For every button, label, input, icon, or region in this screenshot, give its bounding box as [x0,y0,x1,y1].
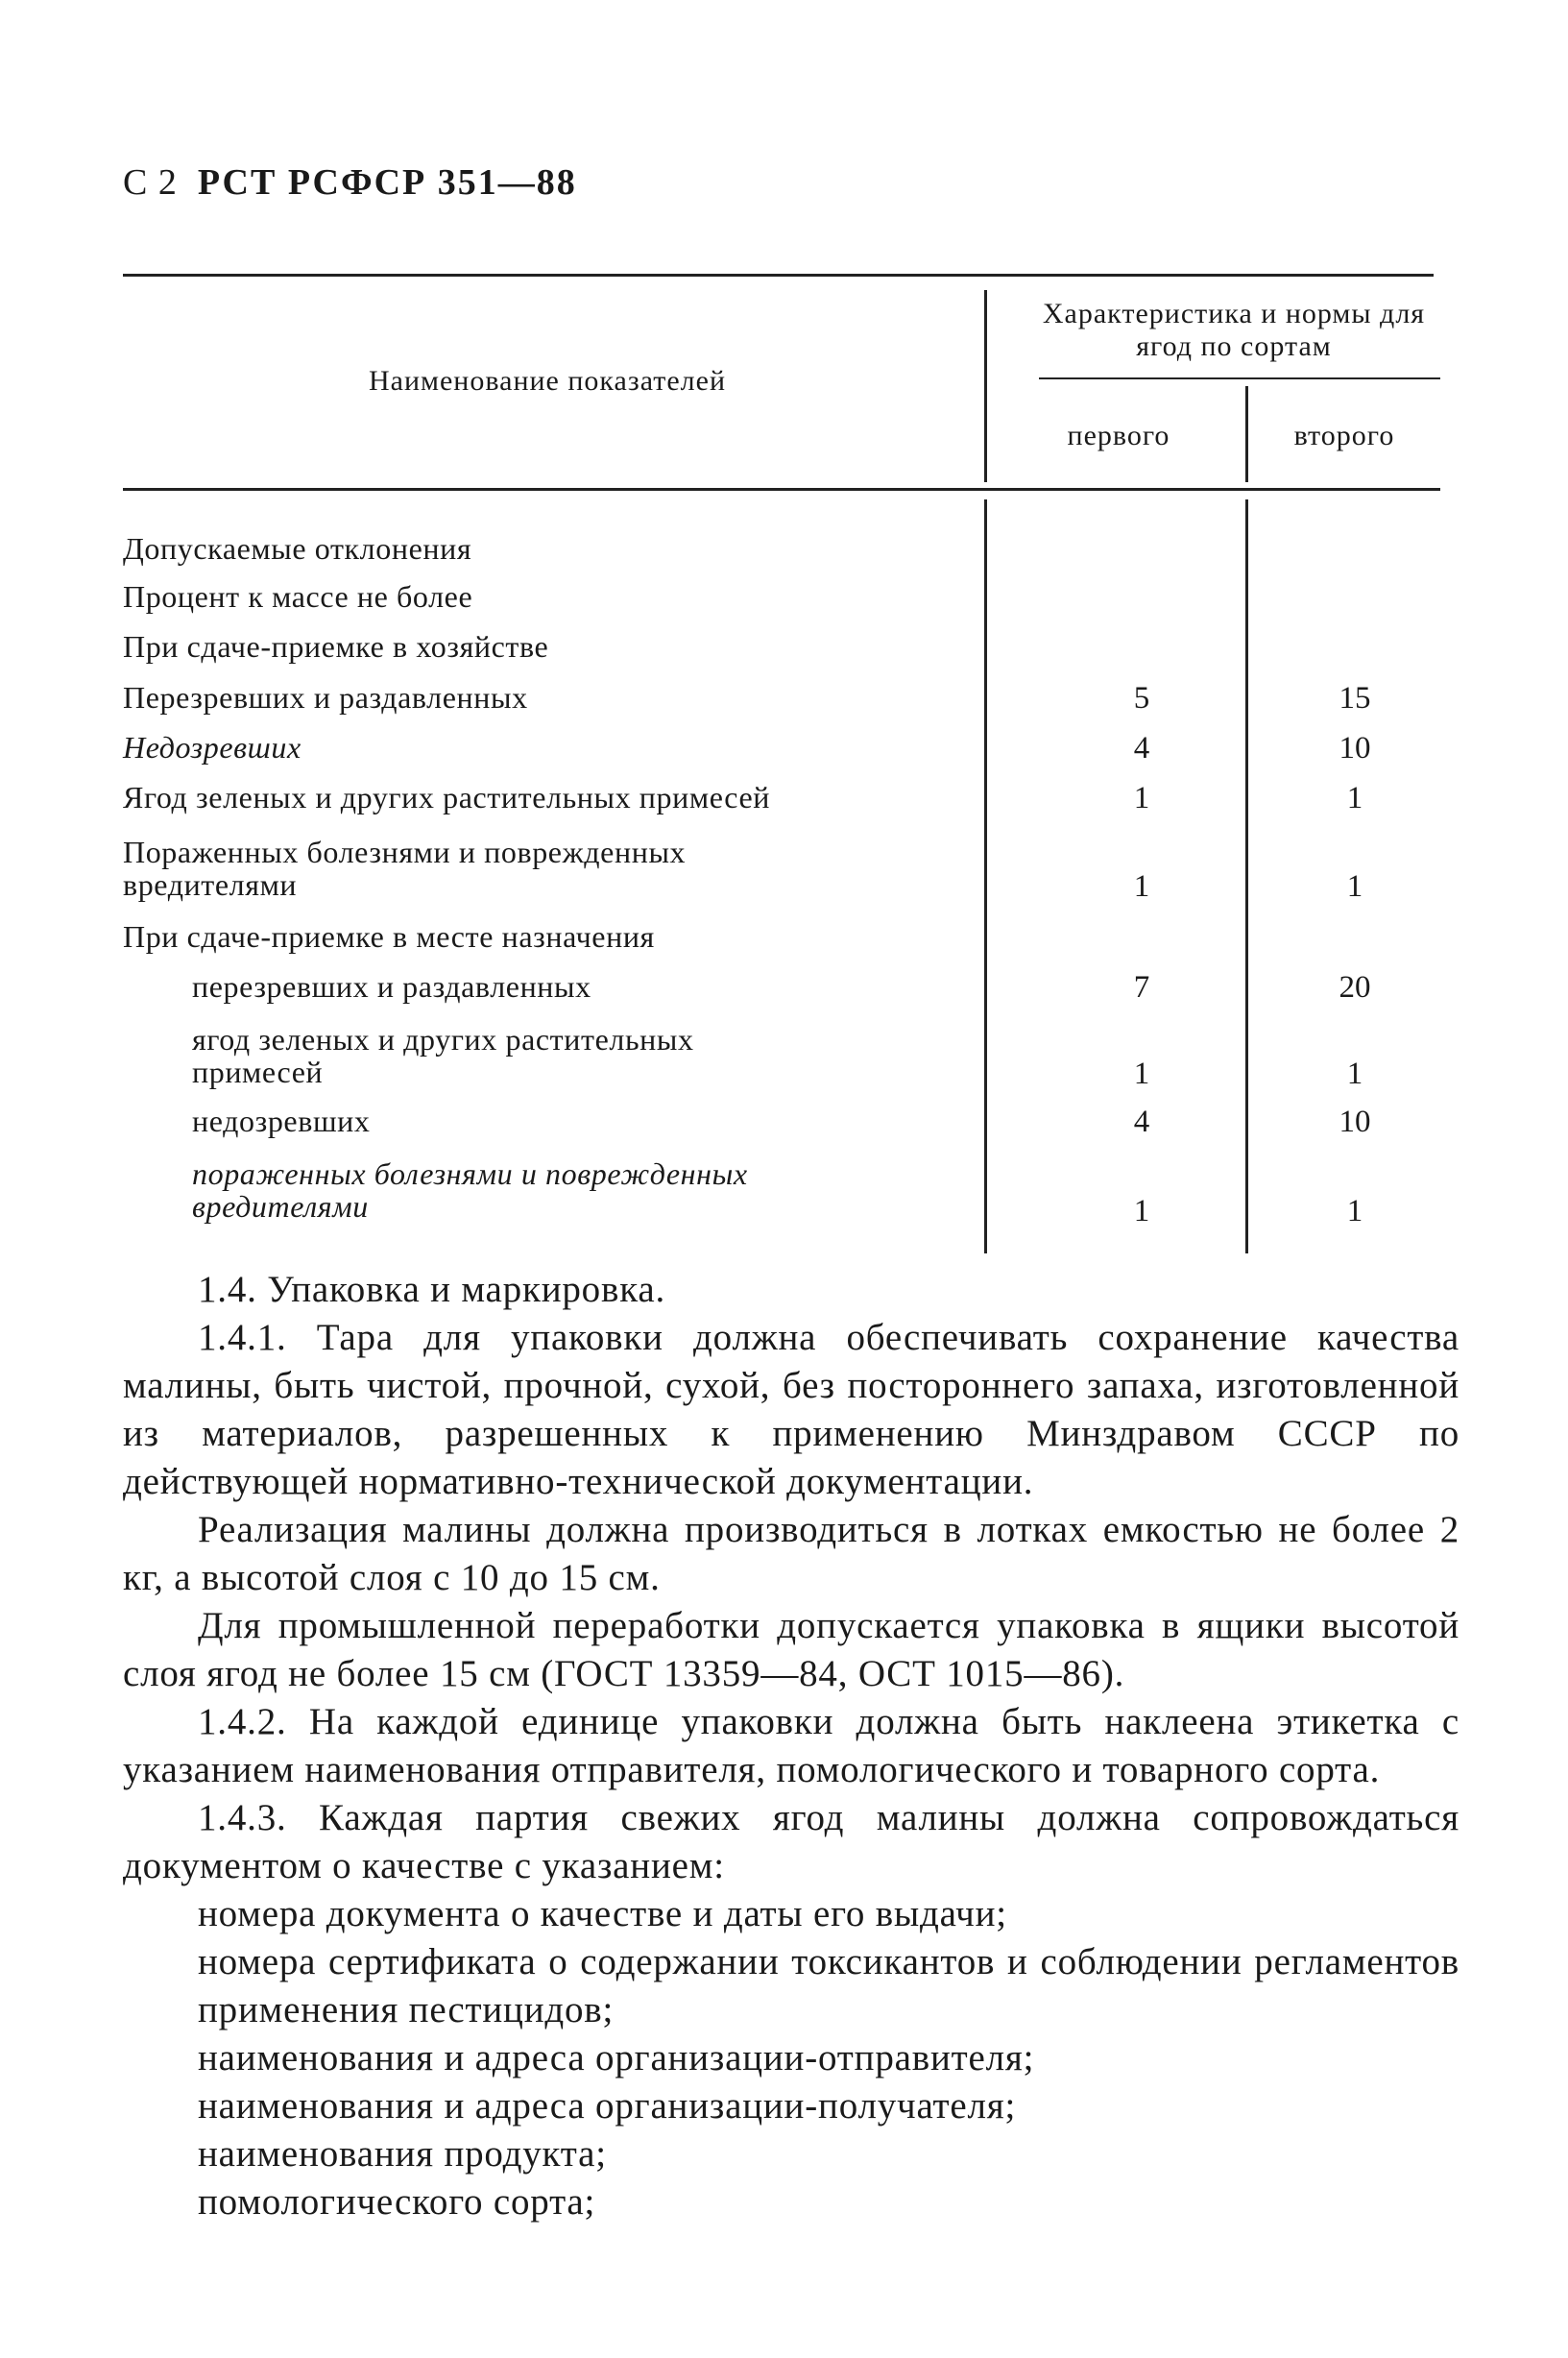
page-header [123,161,577,204]
table-cell-first: 1 [1133,869,1150,904]
table-cell-second: 10 [1339,731,1371,766]
list-item: номера сертификата о содержании токсикантов и соблюдении регламентов применения пестицидов; [198,1941,1459,2030]
table-row-label: Процент к массе не более [123,579,473,614]
table-cell-first: 4 [1133,731,1150,766]
page-number: С 2 [123,162,178,203]
list-item: наименования и адреса организации-отправителя; [198,2037,1035,2078]
table-row-label: ягод зеленых и других растительных примесей [192,1022,694,1089]
section-heading: 1.4. Упаковка и маркировка. [198,1269,666,1310]
list-item: наименования и адреса организации-получателя; [198,2085,1017,2127]
table-cell-second: 1 [1346,1194,1363,1228]
table-cell-second: 1 [1346,869,1363,904]
table-row-label: Перезревших и раздавленных [123,680,528,715]
list-item: номера документа о качестве и даты его выдачи; [198,1893,1007,1934]
table-row-label: Пораженных болезнями и поврежденных вредителями [123,835,687,902]
list-item: помологического сорта; [198,2181,596,2223]
table-divider-grade [1245,386,1248,482]
table-cell-first: 5 [1133,681,1150,716]
table-divider-name [984,290,987,482]
table-cell-second: 1 [1346,1057,1363,1091]
table-top-rule [123,274,1434,277]
table-body-divider-grade [1245,499,1248,1253]
table-cell-first: 1 [1133,1194,1150,1228]
list-item: наименования продукта; [198,2133,607,2175]
table-cell-second: 10 [1339,1105,1371,1139]
table-cell-first: 1 [1133,781,1150,815]
table-cell-first: 7 [1133,970,1150,1005]
table-row-label: недозревших [192,1104,371,1138]
table-row-label: Допускаемые отклонения [123,531,472,566]
table-header-bottom-rule [123,488,1440,491]
table-row-label: Ягод зеленых и других растительных примесей [123,780,771,814]
table-cell-second: 1 [1346,781,1363,815]
column-header-name: Наименование показателей [368,365,727,397]
paragraph: 1.4.3. Каждая партия свежих ягод малины должна сопровождаться документом о качестве с указанием: [123,1797,1459,1886]
table-row-label: При сдаче-приемке в месте назначения [123,919,655,954]
paragraph: 1.4.1. Тара для упаковки должна обеспечивать сохранение качества малины, быть чистой, прочной, сухой, без постороннего запаха, изготовленной из материалов, разрешенных к применению Минздравом СССР по действующей нормативно-технической документации. [123,1317,1459,1502]
column-header-second: второго [1293,420,1395,451]
paragraph: Для промышленной переработки допускается упаковка в ящики высотой слоя ягод не более 15 см (ГОСТ 13359—84, ОСТ 1015—86). [123,1605,1459,1694]
standard-code: РСТ РСФСР 351—88 [197,162,577,203]
table-cell-first: 4 [1133,1105,1150,1139]
table-cell-second: 20 [1339,970,1371,1005]
column-header-group: Характеристика и нормы для ягод по сортам [1042,298,1426,362]
table-row-label: Недозревших [123,730,302,765]
table-subhead-rule [1039,377,1440,379]
paragraph: Реализация малины должна производиться в лотках емкостью не более 2 кг, а высотой слоя с 10 до 15 см. [123,1509,1459,1598]
column-header-first: первого [1067,420,1170,451]
paragraph: 1.4.2. На каждой единице упаковки должна быть наклеена этикетка с указанием наименования отправителя, помологического и товарного сорта. [123,1701,1459,1790]
table-row-label: перезревших и раздавленных [192,969,591,1004]
table-cell-second: 15 [1339,681,1371,716]
table-row-label: пораженных болезнями и поврежденных вредителями [192,1156,748,1224]
table-cell-first: 1 [1133,1057,1150,1091]
body-text [123,1266,1459,2226]
table-row-label: При сдаче-приемке в хозяйстве [123,629,549,664]
table-body-divider-name [984,499,987,1253]
